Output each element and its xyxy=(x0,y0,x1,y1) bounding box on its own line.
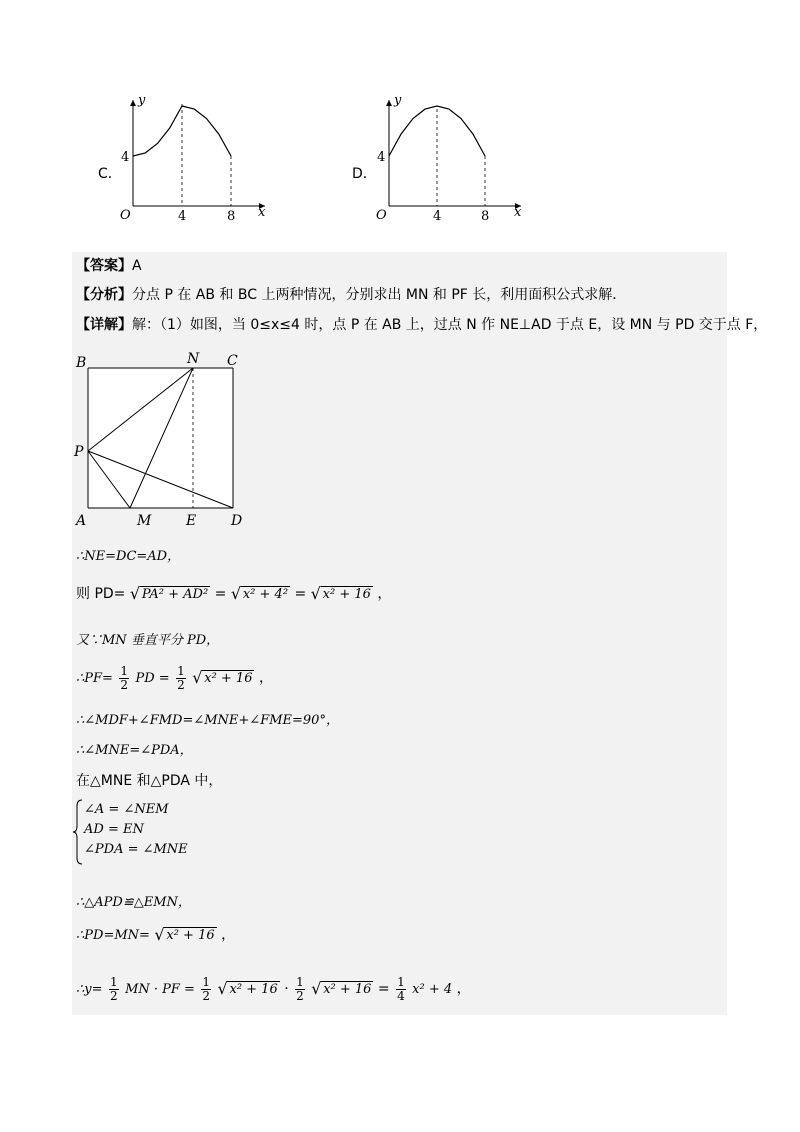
step-2-suffix: ， xyxy=(377,586,392,602)
sqrt-pf: √ x² + 16 xyxy=(192,664,254,694)
sqrt-x-4: √ x² + 4² xyxy=(231,585,290,605)
frac-half-3: $\frac{1}{2}$ xyxy=(109,974,118,1003)
eq-2: AD = EN xyxy=(84,822,144,837)
option-d-graph xyxy=(366,88,536,223)
detail-tag: 【详解】 xyxy=(76,317,132,333)
option-c-label: C． xyxy=(98,166,122,182)
step-10-suffix: ， xyxy=(456,981,471,997)
option-c-graph xyxy=(110,88,280,223)
step-4-prefix: ∴PF= xyxy=(76,671,113,686)
y-axis-arrow xyxy=(386,100,392,106)
step-2-prefix: 则 PD= xyxy=(76,586,126,602)
step-5: ∴∠MDF+∠FMD=∠MNE+∠FME=90°， xyxy=(76,713,339,728)
y-tick-4: 4 xyxy=(377,150,386,165)
eq-1: ∠A = ∠NEM xyxy=(84,802,169,817)
x-axis-label: x xyxy=(258,205,266,220)
frac-quarter: $\frac{1}{4}$ xyxy=(397,974,405,1003)
y-axis-label: y xyxy=(394,93,402,108)
step-4-suffix: ， xyxy=(258,670,273,686)
frac-half-5: $\frac{1}{2}$ xyxy=(296,974,304,1003)
x-axis-label: x xyxy=(514,205,522,220)
step-9 xyxy=(76,925,235,946)
label-N: N xyxy=(187,351,200,367)
detail-line xyxy=(76,315,767,335)
label-P: P xyxy=(74,444,84,460)
analysis-tag: 【分析】 xyxy=(76,287,132,303)
x-tick-4: 4 xyxy=(433,209,442,223)
step-9-suffix: ， xyxy=(221,927,236,943)
y-axis-arrow xyxy=(130,100,136,106)
system-equations xyxy=(84,800,188,860)
step-1: ∴NE=DC=AD， xyxy=(76,549,181,564)
answer-line xyxy=(76,256,142,276)
label-E: E xyxy=(186,513,197,529)
step-8: ∴△APD≌△EMN， xyxy=(76,895,191,910)
step-2: 则 PD= √ PA² + AD² = √ x² + 4² = √ x² + 16 ， xyxy=(76,584,391,605)
option-d-label: D． xyxy=(352,166,377,182)
frac-half-2: $\frac{1}{2}$ xyxy=(177,663,185,692)
step-3: 又∵MN 垂直平分 PD， xyxy=(76,633,220,648)
label-B: B xyxy=(76,355,87,371)
y-axis-label: y xyxy=(138,93,146,108)
square-figure xyxy=(72,347,252,532)
step-4-mid: PD = xyxy=(135,671,170,686)
step-7: 在△MNE 和△PDA 中， xyxy=(76,773,223,789)
x-tick-4: 4 xyxy=(178,209,187,223)
origin-label: O xyxy=(120,208,131,223)
detail-text: 解：（1）如图，当 0≤x≤4 时，点 P 在 AB 上，过点 N 作 NE⊥AD 于点 E，设 MN 与 PD 交于点 F， xyxy=(132,317,768,333)
sqrt-x-16: √ x² + 16 xyxy=(311,585,373,605)
sqrt-y2: √ x² + 16 xyxy=(311,975,373,1005)
sqrt-pa-ad: √ PA² + AD² xyxy=(130,585,210,605)
step-10-tail: x² + 4 xyxy=(412,982,453,997)
answer-value: A xyxy=(132,258,142,274)
step-6: ∴∠MNE=∠PDA， xyxy=(76,743,193,758)
answer-tag: 【答案】 xyxy=(76,258,132,274)
label-A: A xyxy=(76,513,87,529)
step-10: ∴y= $\frac{1}{2}$ MN · PF = $\frac{1}{2}$ √ x² + 16 · $\frac{1}{2}$ √ x² + 16 = $\frac{1}{4}$ x² + 4 ， xyxy=(76,974,471,1005)
origin-label: O xyxy=(376,208,387,223)
y-tick-4: 4 xyxy=(121,150,130,165)
frac-half-4: $\frac{1}{2}$ xyxy=(202,974,211,1003)
step-4 xyxy=(76,663,273,694)
label-D: D xyxy=(231,513,243,529)
sqrt-mn: √ x² + 16 xyxy=(154,926,216,946)
eq-3: ∠PDA = ∠MNE xyxy=(84,842,188,857)
sqrt-y1: √ x² + 16 xyxy=(217,975,279,1005)
step-10-prefix: ∴y= xyxy=(76,982,103,997)
curve-d xyxy=(389,106,485,156)
label-M: M xyxy=(137,513,152,529)
x-tick-8: 8 xyxy=(481,209,490,223)
label-C: C xyxy=(227,353,238,369)
x-tick-8: 8 xyxy=(227,209,236,223)
analysis-text: 分点 P 在 AB 和 BC 上两种情况，分别求出 MN 和 PF 长，利用面积公式求解． xyxy=(132,287,627,303)
analysis-line xyxy=(76,285,626,305)
frac-half: $\frac{1}{2}$ xyxy=(120,663,129,692)
step-9-prefix: ∴PD=MN= xyxy=(76,928,150,943)
step-10-a: MN · PF = xyxy=(125,982,195,997)
